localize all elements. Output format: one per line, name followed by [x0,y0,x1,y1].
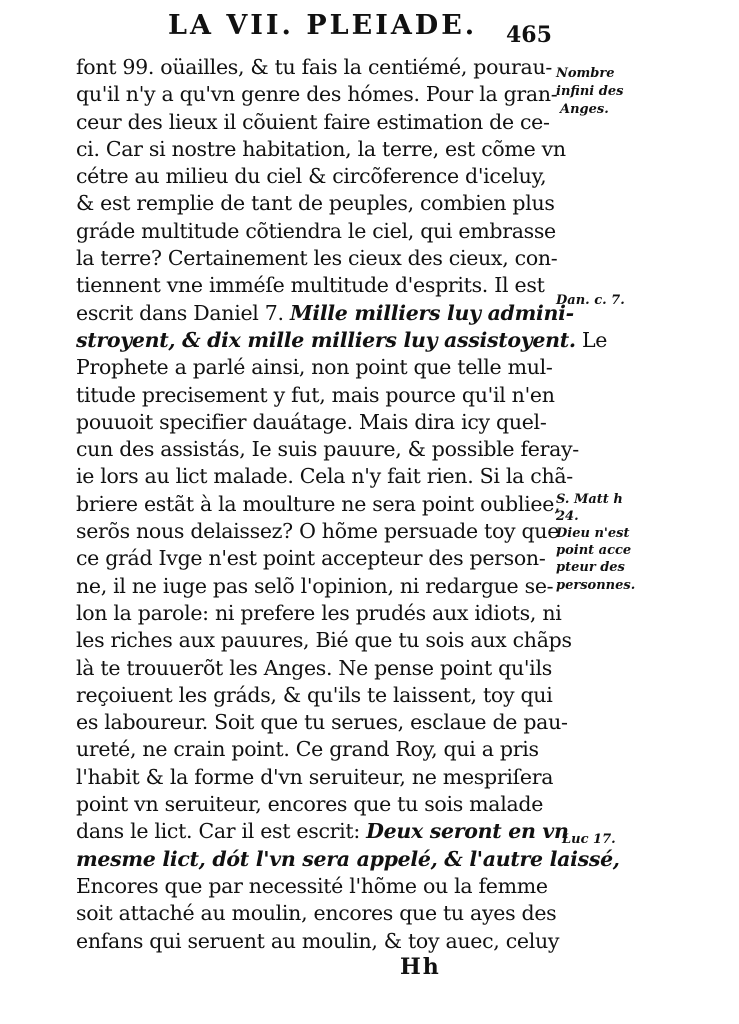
line-text: gráde multitude cõtiendra le ciel, qui embrasse [76,218,556,243]
signature-mark: Hh [400,954,441,980]
text-line [76,54,560,81]
scripture-quote: Mille milliers luy admini- [289,300,574,325]
text-line [76,300,574,327]
text-line [76,109,560,136]
line-text: les riches aux pauures, Bié que tu sois aux chãps [76,628,572,653]
line-text: l'habit & la forme d'vn seruiteur, ne mespriſera [76,764,554,789]
margin-note: personnes. [556,578,636,593]
text-line [76,463,573,490]
text-line [76,709,568,736]
text-line [76,518,560,545]
line-text: la terre? Certainement les cieux des cieux, con- [76,246,558,271]
line-text: Encores que par necessité l'hõme ou la femme [76,873,548,898]
line-text: qu'il n'y a qu'vn genre des hómes. Pour la gran- [76,82,558,107]
text-line [76,190,560,217]
margin-note: point acce [556,543,632,558]
margin-note: S. Matt h [556,492,623,507]
line-text: es laboureur. Soit que tu serues, esclaue de pau- [76,710,568,735]
margin-note: 24. [556,509,579,524]
text-line [76,409,560,436]
line-text: serõs nous delaissez? O hõme persuade toy que [76,519,560,544]
scripture-quote: stroyent, & dix mille milliers luy assistoyent. [76,327,576,352]
line-text: ne, il ne iuge pas selõ l'opinion, ni redargue se- [76,573,554,598]
text-line [76,327,608,354]
line-text: lon la parole: ni prefere les prudés aux idiots, ni [76,600,562,625]
line-text: escrit dans Daniel 7. [76,300,290,325]
line-text: tiennent vne imméſe multitude d'esprits. Il est [76,273,545,298]
margin-note: Dieu n'est [556,526,630,541]
margin-note: Nombre [556,66,615,81]
text-line [76,163,560,190]
margin-note: Luc 17. [562,832,616,847]
line-text: point vn seruiteur, encores que tu sois malade [76,792,544,817]
text-line [76,545,560,572]
text-line [76,627,572,654]
text-line [76,272,560,299]
line-text: titude precisement y fut, mais pource qu'il n'en [76,382,555,407]
line-text: enfans qui seruent au moulin, & toy auec, celuy [76,928,560,953]
line-text: dans le lict. Car il est escrit: [76,819,367,844]
line-text: ceur des lieux il cõuient faire estimation de ce- [76,109,550,134]
text-line [76,81,560,108]
text-line [76,818,569,845]
text-line [76,791,560,818]
line-text: Le [575,327,608,352]
line-text: ureté, ne crain point. Ce grand Roy, qui a pris [76,737,539,762]
scripture-quote: mesme lict, dót l'vn sera appelé, & l'autre laissé, [76,846,620,871]
line-text: briere estãt à la moulture ne sera point oubliee, [76,491,561,516]
margin-note: Dan. c. 7. [556,293,625,308]
text-line [76,136,566,163]
page-number: 465 [506,22,552,48]
line-text: soit attaché au moulin, encores que tu ayes des [76,901,557,926]
line-text: ce grád Ivge n'est point accepteur des person- [76,546,546,571]
text-line [76,218,560,245]
text-line [76,436,579,463]
line-text: cun des assistás, Ie suis pauure, & possible feray- [76,437,579,462]
text-line [76,600,560,627]
margin-note: Anges. [560,102,609,117]
line-text: Prophete a parlé ainsi, non point que telle mul- [76,355,553,380]
text-line [76,900,560,927]
text-line [76,245,560,272]
text-line [76,846,620,873]
text-line [76,682,560,709]
line-text: ie lors au lict malade. Cela n'y fait rien. Si la chã- [76,464,573,489]
line-text: ci. Car si nostre habitation, la terre, est cõme vn [76,136,566,161]
text-line [76,928,560,955]
margin-note: infini des [556,84,624,99]
text-line [76,354,560,381]
text-line [76,655,560,682]
line-text: là te trouuerõt les Anges. Ne pense point qu'ils [76,655,552,680]
text-line [76,491,560,518]
text-line [76,573,560,600]
line-text: cétre au milieu du ciel & circõference d'iceluy, [76,164,547,189]
line-text: reçoiuent les gráds, & qu'ils te laissent, toy qui [76,682,553,707]
line-text: pouuoit specifier dauátage. Mais dira icy quel- [76,409,547,434]
scripture-quote: Deux seront en vn [366,819,569,844]
margin-note: pteur des [556,560,625,575]
line-text: font 99. oüailles, & tu fais la centiémé, pourau- [76,55,553,79]
line-text: & est remplie de tant de peuples, combien plus [76,191,555,216]
running-title: LA VII. PLEIADE. [168,10,478,41]
text-line [76,736,560,763]
text-line [76,764,560,791]
text-line [76,873,560,900]
text-line [76,382,560,409]
